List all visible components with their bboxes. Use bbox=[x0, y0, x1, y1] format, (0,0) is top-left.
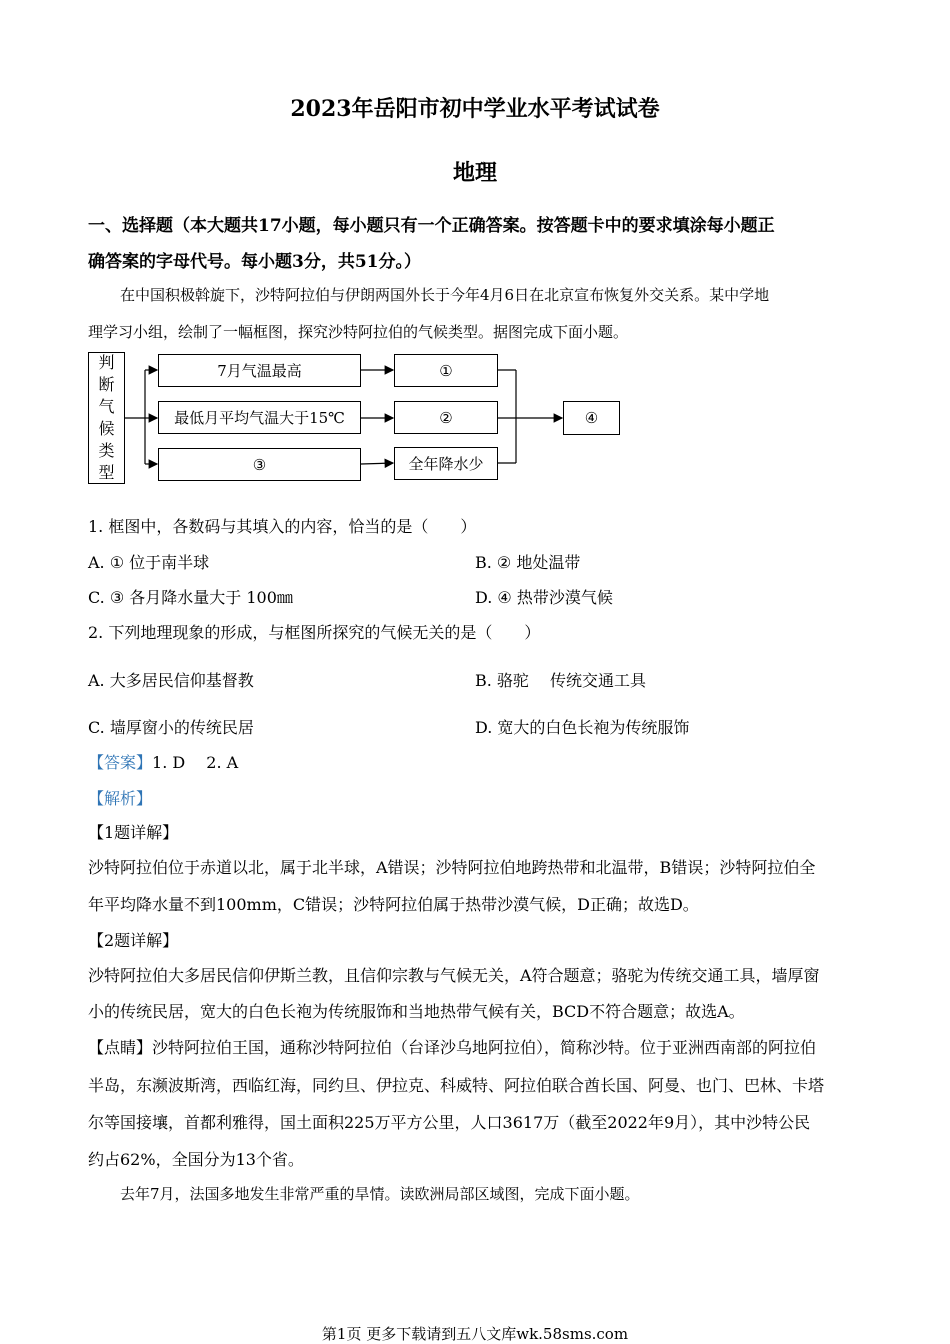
q2-option-b: B. 骆驼 传统交通工具 bbox=[475, 671, 647, 690]
side-char: 型 bbox=[98, 463, 115, 482]
detail1-line1: 沙特阿拉伯位于赤道以北，属于北半球，A错误；沙特阿拉伯地跨热带和北温带，B错误；沙特阿拉伯全 bbox=[88, 858, 816, 877]
tip-text1: 沙特阿拉伯王国，通称沙特阿拉伯（台译沙乌地阿拉伯），简称沙特。位于亚洲西南部的阿拉伯 bbox=[152, 1038, 817, 1057]
side-char: 断 bbox=[98, 375, 115, 394]
q1-stem: 1. 框图中，各数码与其填入的内容，恰当的是（ ） bbox=[88, 517, 477, 536]
intro-line1: 在中国积极斡旋下，沙特阿拉伯与伊朗两国外长于今年4月6日在北京宣布恢复外交关系。某中学地 bbox=[120, 286, 770, 304]
tip-line3: 尔等国接壤，首都利雅得，国土面积225万平方公里，人口3617万（截至2022年9月），其中沙特公民 bbox=[88, 1113, 811, 1132]
box-2: ② bbox=[394, 401, 498, 434]
diagram-side-label bbox=[88, 352, 125, 484]
tip-line2: 半岛，东濒波斯湾，西临红海，同约旦、伊拉克、科威特、阿拉伯联合酋长国、阿曼、也门、巴林、卡塔 bbox=[88, 1076, 825, 1095]
box-low-rain: 全年降水少 bbox=[394, 447, 498, 480]
subject-title: 地理 bbox=[452, 160, 497, 186]
analysis-label: 【解析】 bbox=[88, 789, 153, 808]
box-3: ③ bbox=[158, 448, 361, 481]
tip-label: 【点睛】 bbox=[88, 1038, 153, 1057]
box-july-temp: 7月气温最高 bbox=[158, 354, 361, 387]
detail2-line1: 沙特阿拉伯大多居民信仰伊斯兰教，且信仰宗教与气候无关，A符合题意；骆驼为传统交通工具，墙厚窗 bbox=[88, 966, 820, 985]
q1-option-b: B. ② 地处温带 bbox=[475, 553, 581, 572]
answer-text: 1. D 2. A bbox=[152, 753, 239, 772]
detail1-label: 【1题详解】 bbox=[88, 823, 179, 842]
answer-label: 【答案】 bbox=[88, 753, 153, 772]
q1-option-c: C. ③ 各月降水量大于 100㎜ bbox=[88, 588, 293, 607]
intro-line2: 理学习小组，绘制了一幅框图，探究沙特阿拉伯的气候类型。据图完成下面小题。 bbox=[88, 323, 629, 341]
answer-line bbox=[88, 750, 238, 773]
tip-line4: 约占62%，全国分为13个省。 bbox=[88, 1150, 304, 1169]
q2-stem: 2. 下列地理现象的形成，与框图所探究的气候无关的是（ ） bbox=[88, 623, 541, 642]
side-char: 判 bbox=[98, 353, 115, 372]
exam-title: 2023年岳阳市初中学业水平考试试卷 bbox=[290, 96, 660, 122]
detail1-line2: 年平均降水量不到100mm，C错误；沙特阿拉伯属于热带沙漠气候，D正确；故选D。 bbox=[88, 895, 699, 914]
q2-option-a: A. 大多居民信仰基督教 bbox=[88, 671, 254, 690]
box-min-temp: 最低月平均气温大于15℃ bbox=[158, 401, 361, 434]
q1-option-a: A. ① 位于南半球 bbox=[88, 553, 210, 572]
q2-option-c: C. 墙厚窗小的传统民居 bbox=[88, 718, 254, 737]
box-1: ① bbox=[394, 354, 498, 387]
detail2-label: 【2题详解】 bbox=[88, 931, 179, 950]
page-footer: 第1页 更多下载请到五八文库wk.58sms.com bbox=[321, 1325, 629, 1343]
section-heading-line1: 一、选择题（本大题共17小题，每小题只有一个正确答案。按答题卡中的要求填涂每小题正 bbox=[88, 216, 775, 236]
q1-option-d: D. ④ 热带沙漠气候 bbox=[475, 588, 613, 607]
q2-option-d: D. 宽大的白色长袍为传统服饰 bbox=[475, 718, 690, 737]
side-char: 气 bbox=[98, 397, 115, 416]
intro2: 去年7月，法国多地发生非常严重的旱情。读欧洲局部区域图，完成下面小题。 bbox=[120, 1185, 640, 1203]
box-4: ④ bbox=[563, 401, 620, 435]
tip-line1 bbox=[88, 1035, 816, 1058]
side-char: 候 bbox=[98, 419, 115, 438]
side-char: 类 bbox=[98, 441, 115, 460]
detail2-line2: 小的传统民居，宽大的白色长袍为传统服饰和当地热带气候有关，BCD不符合题意；故选A。 bbox=[88, 1002, 745, 1021]
section-heading-line2: 确答案的字母代号。每小题3分，共51分。） bbox=[88, 252, 421, 272]
